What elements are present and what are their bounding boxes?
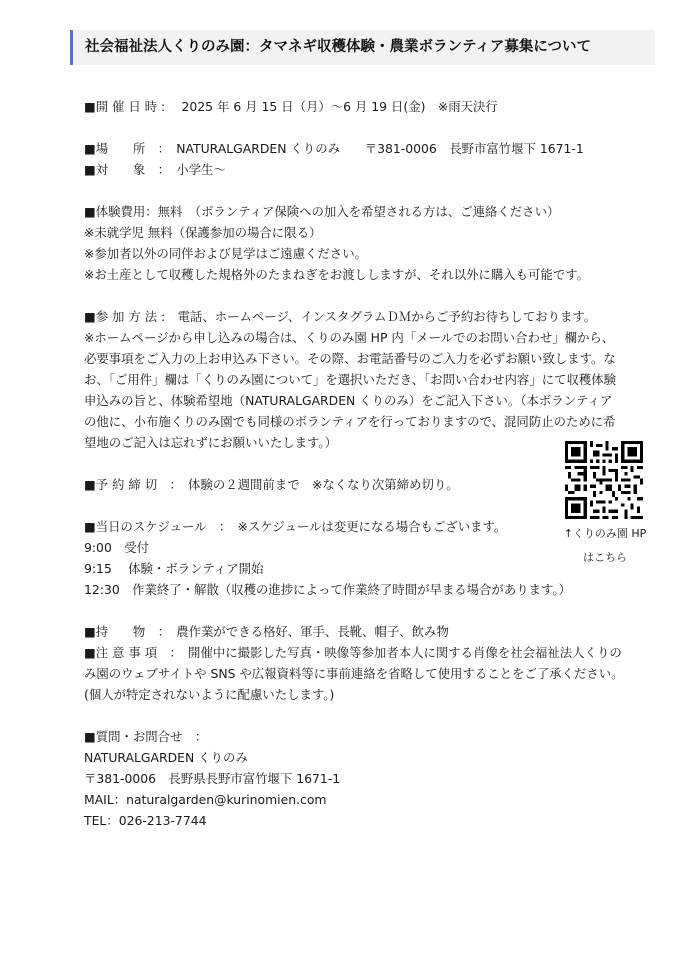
notice: ■注 意 事 項 ： 開催中に撮影した写真・映像等参加者本人に関する肖像を社会福祉法人くりのみ園のウェブサイトや SNS や広報資料等に事前連絡を省略して使用することをご了承ください。 bbox=[84, 645, 624, 681]
qr-caption-line-1: ↑くりのみ園 HP bbox=[563, 527, 647, 540]
contact-address: 〒381-0006 長野県長野市富竹堰下 1671-1 bbox=[84, 771, 341, 786]
document-body bbox=[84, 96, 624, 831]
contact-name: NATURALGARDEN くりのみ bbox=[84, 750, 248, 765]
schedule-item: 9:15 体験・ボランティア開始 bbox=[84, 561, 264, 576]
event-venue: ■場 所 ： NATURALGARDEN くりのみ 〒381-0006 長野市富竹堰下 1671-1 bbox=[84, 141, 584, 156]
page-title: 社会福祉法人くりのみ園：タマネギ収穫体験・農業ボランティア募集について bbox=[70, 30, 655, 65]
qr-caption bbox=[545, 522, 665, 570]
qr-caption-line-2: はこちら bbox=[583, 551, 627, 564]
qr-code[interactable] bbox=[565, 441, 643, 519]
fee-note-1: ※未就学児 無料（保護参加の場合に限る） bbox=[84, 225, 322, 240]
event-date: ■開 催 日 時 : 2025 年 6 月 15 日（月）～6 月 19 日(金) ※雨天決行 bbox=[84, 99, 498, 114]
reservation-deadline: ■予 約 締 切 ： 体験の２週間前まで ※なくなり次第締め切り。 bbox=[84, 477, 459, 492]
contact-email[interactable]: MAIL：naturalgarden@kurinomien.com bbox=[84, 792, 327, 807]
fee-note-2: ※参加者以外の同伴および見学はご遠慮ください。 bbox=[84, 246, 367, 261]
contact-heading: ■質問・お問合せ ： bbox=[84, 729, 208, 744]
apply-method: ■参 加 方 法 : 電話、ホームページ、インスタグラムＤＭからご予約お待ちしております。 bbox=[84, 309, 597, 324]
event-target: ■対 象 ： 小学生～ bbox=[84, 162, 226, 177]
event-fee: ■体験費用：無料 （ボランティア保険への加入を希望される方は、ご連絡ください） bbox=[84, 204, 560, 219]
apply-note: ※ホームページから申し込みの場合は、くりのみ園 HP 内「メールでのお問い合わせ」欄から、必要事項をご入力の上お申込み下さい。その際、お電話番号のご入力を必ずお願い致します。なお、「ご用件」欄は「くりのみ園について」を選択いただき、「お問い合わせ内容」にて収穫体験申込みの旨と、体験希望地（NATURALGARDEN くりのみ）をご記入下さい。（本ボランティアの他に、小布施くりのみ園でも同様のボランティアを行っておりますので、混同防止のために希望地のご記入は忘れずにお願いいたします。） bbox=[84, 330, 617, 450]
fee-note-3: ※お土産として収穫した規格外のたまねぎをお渡ししますが、それ以外に購入も可能です。 bbox=[84, 267, 590, 282]
items-to-bring: ■持 物 ： 農作業ができる格好、軍手、長靴、帽子、飲み物 bbox=[84, 624, 449, 639]
schedule-heading: ■当日のスケジュール ： ※スケジュールは変更になる場合もございます。 bbox=[84, 519, 507, 534]
schedule-item: 9:00 受付 bbox=[84, 540, 149, 555]
contact-phone: TEL：026-213-7744 bbox=[84, 813, 207, 828]
schedule-item: 12:30 作業終了・解散（収穫の進捗によって作業終了時間が早まる場合があります。） bbox=[84, 582, 571, 597]
notice-privacy: (個人が特定されないように配慮いたします。) bbox=[84, 687, 335, 702]
